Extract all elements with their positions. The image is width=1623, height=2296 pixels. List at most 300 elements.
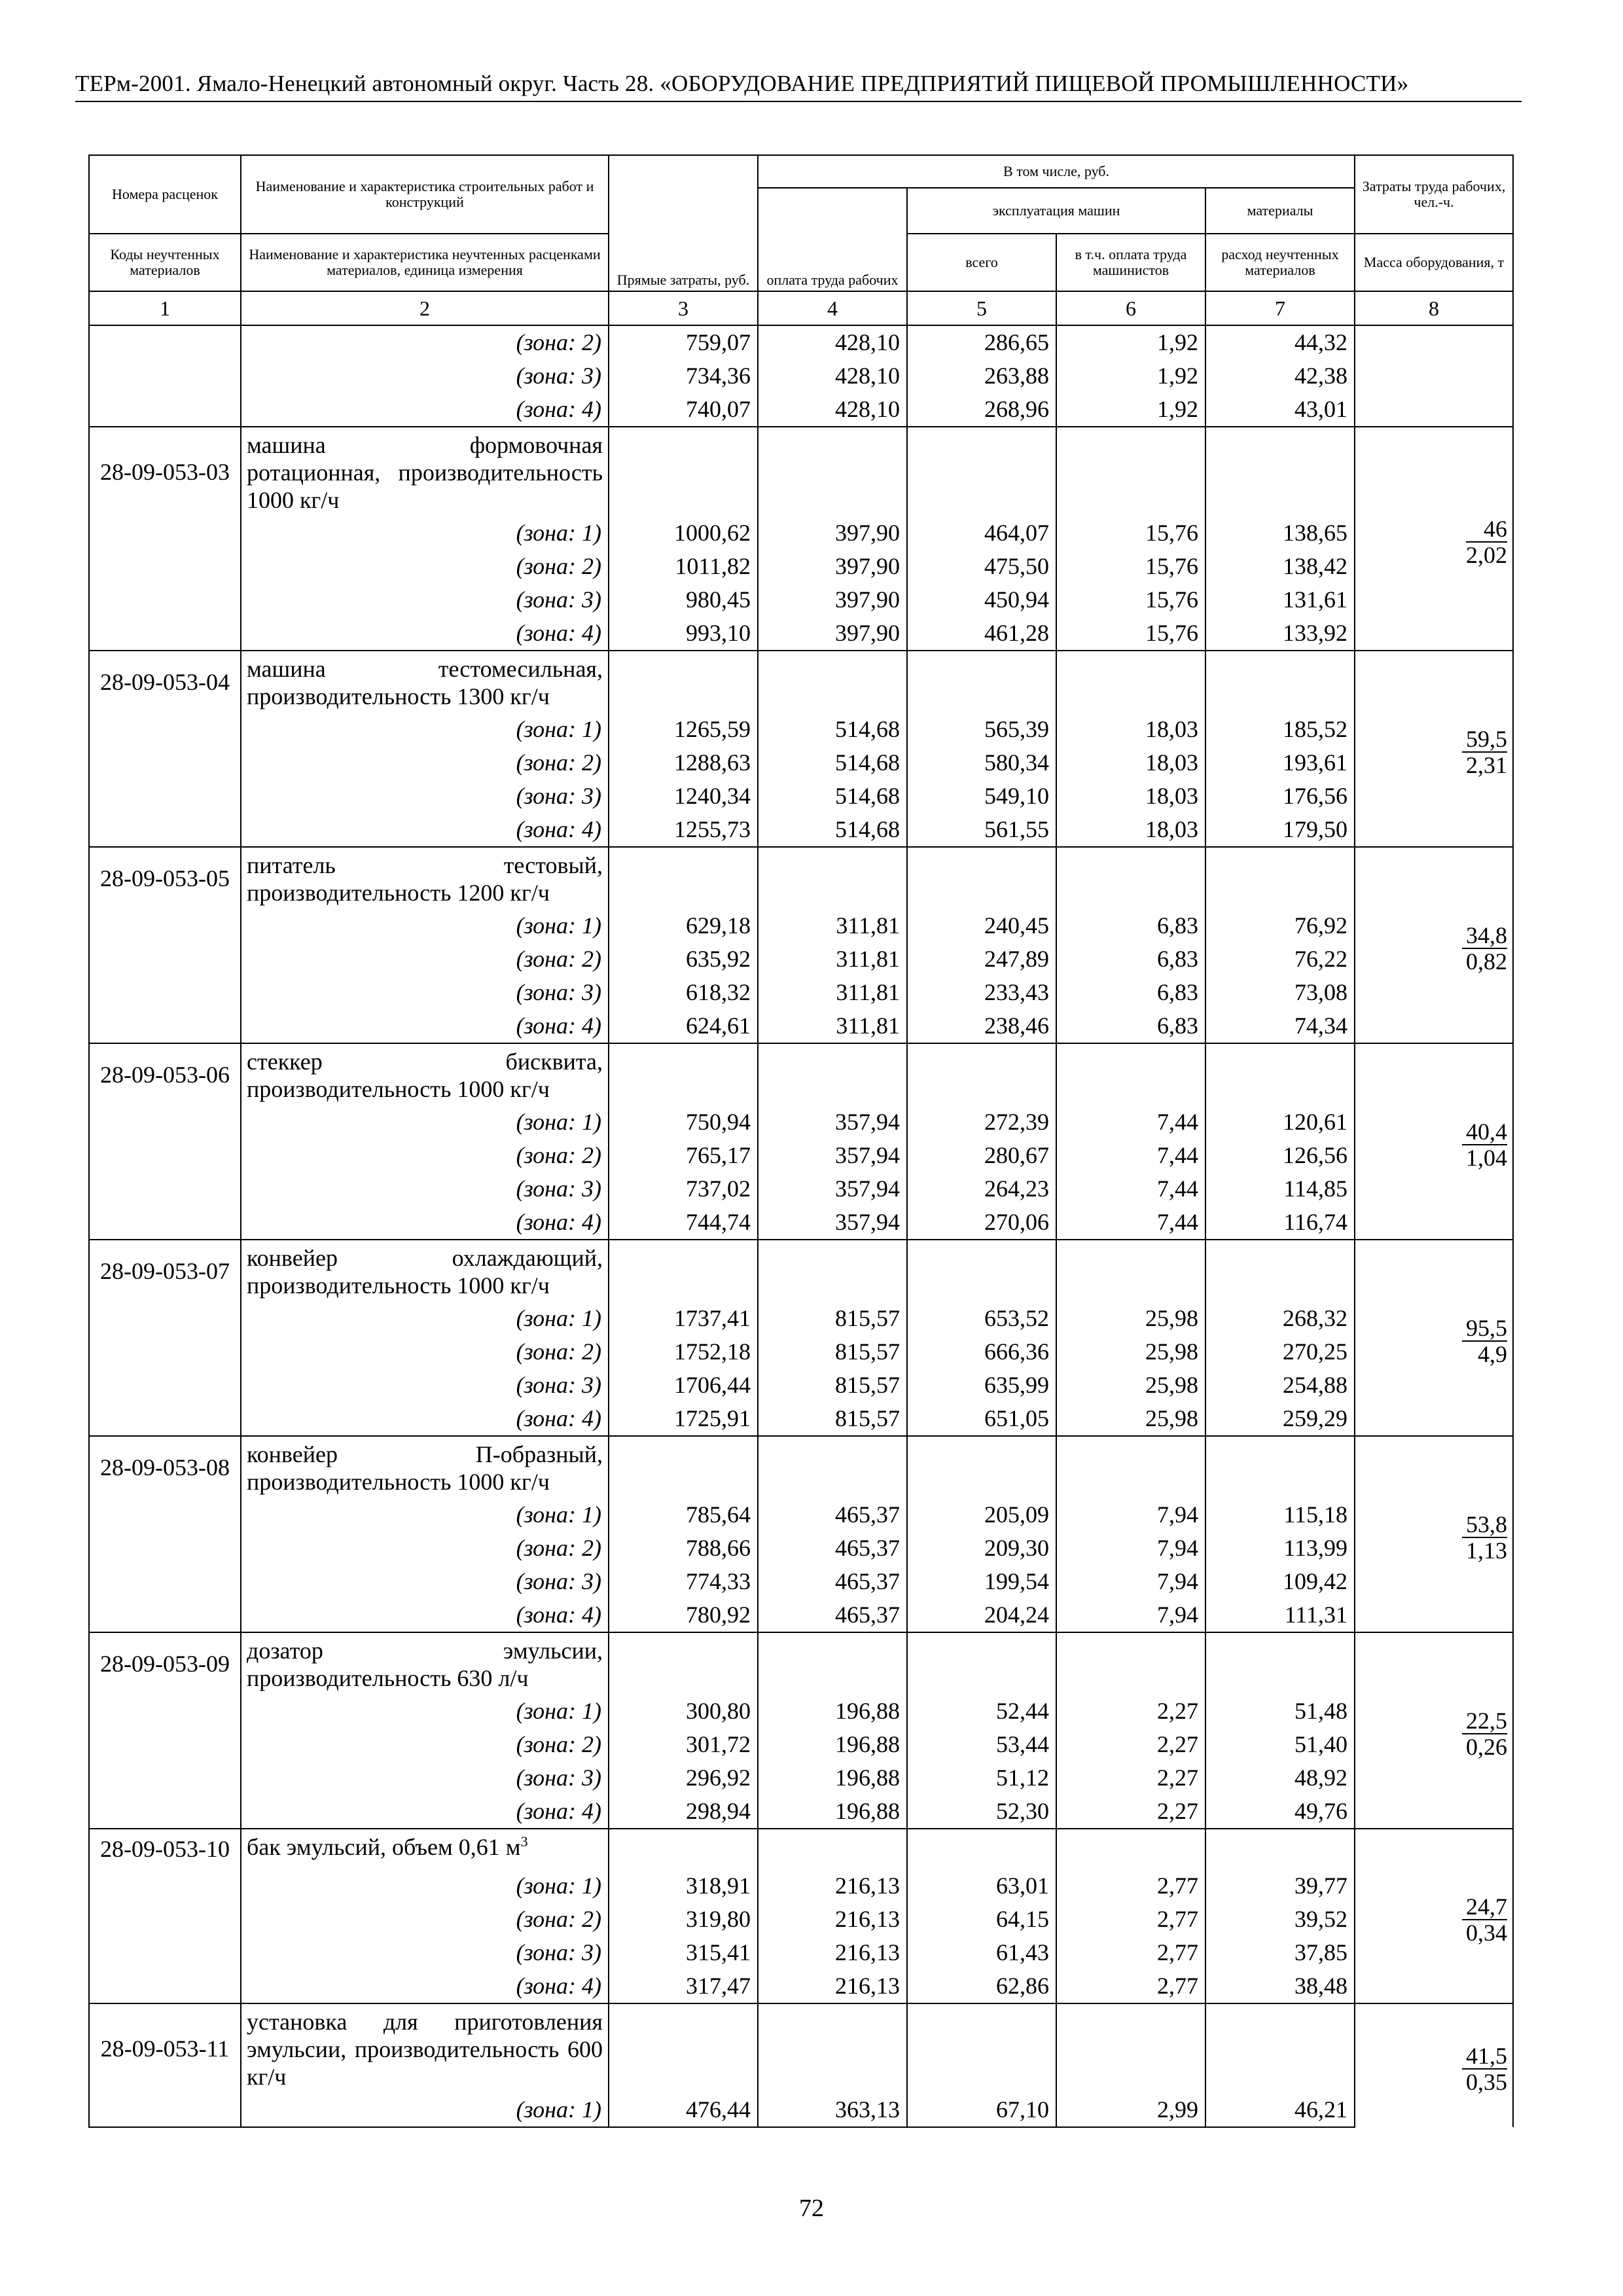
empty-cell [609,1240,758,1302]
col2-header-top: Наименование и характеристика строительных работ и конструкций [241,155,609,234]
column-number: 8 [1355,291,1513,325]
zone-label: (зона: 2) [241,1335,609,1369]
labor-pay: 465,37 [758,1565,907,1598]
materials-use-header: расход неучтенных материалов [1205,234,1355,291]
machines-total: 233,43 [907,976,1056,1009]
zone-label: (зона: 4) [241,813,609,847]
empty-cell [89,1369,241,1402]
materials-use: 270,25 [1205,1335,1355,1369]
empty-cell [89,1139,241,1172]
zone-row [89,1869,1513,1903]
empty-cell [758,847,907,909]
rate-name-text: установка для приготовления эмульсии, производительность 600 кг/ч [247,2009,603,2090]
table-header [89,155,1513,325]
direct-cost: 980,45 [609,583,758,617]
column-number: 7 [1205,291,1355,325]
labor-pay: 311,81 [758,1009,907,1043]
direct-cost: 298,94 [609,1795,758,1829]
empty-cell [89,1903,241,1936]
labor-cost: 95,5 [1462,1316,1507,1342]
zone-label: (зона: 2) [241,1903,609,1936]
zone-row [89,550,1513,583]
rate-name [241,847,609,909]
empty-cell [1205,847,1355,909]
labor-pay: 363,13 [758,2093,907,2127]
direct-cost: 1706,44 [609,1369,758,1402]
direct-cost: 744,74 [609,1206,758,1240]
labor-cost: 22,5 [1462,1708,1507,1734]
rate-item-row [89,1632,1513,1695]
unit-superscript: 3 [520,1833,528,1850]
machines-total: 475,50 [907,550,1056,583]
empty-cell [89,1498,241,1532]
machines-labor: 18,03 [1056,746,1205,780]
zone-label: (зона: 1) [241,1498,609,1532]
machines-total: 240,45 [907,909,1056,942]
direct-cost: 774,33 [609,1565,758,1598]
materials-header: материалы [1205,188,1355,234]
direct-cost: 476,44 [609,2093,758,2127]
materials-use: 179,50 [1205,813,1355,847]
zone-row [89,2093,1513,2127]
machines-labor: 15,76 [1056,550,1205,583]
direct-cost: 1000,62 [609,516,758,550]
rate-name-text: конвейер охлаждающий, производительность 1000 кг/ч [247,1245,603,1299]
rate-name [241,1436,609,1498]
zone-row [89,1302,1513,1335]
machines-total: 67,10 [907,2093,1056,2127]
zone-label: (зона: 1) [241,2093,609,2127]
zone-label: (зона: 4) [241,1402,609,1436]
zone-label: (зона: 2) [241,1728,609,1761]
machines-labor: 2,77 [1056,1936,1205,1969]
zone-row [89,942,1513,976]
materials-use: 76,22 [1205,942,1355,976]
machines-labor: 15,76 [1056,583,1205,617]
machines-total: 651,05 [907,1402,1056,1436]
labor-mass-fraction [1462,1708,1507,1759]
materials-use: 42,38 [1205,359,1355,393]
zone-label: (зона: 1) [241,909,609,942]
machines-labor-header: в т.ч. оплата труда машинистов [1056,234,1205,291]
zone-row [89,1903,1513,1936]
rate-name-text: бак эмульсий, объем 0,61 м [247,1834,521,1860]
machines-labor: 18,03 [1056,813,1205,847]
zone-row [89,1335,1513,1369]
empty-cell [89,813,241,847]
empty-cell [89,1009,241,1043]
empty-cell [609,1436,758,1498]
materials-use: 48,92 [1205,1761,1355,1795]
machines-total: 280,67 [907,1139,1056,1172]
zone-label: (зона: 3) [241,1761,609,1795]
direct-cost: 765,17 [609,1139,758,1172]
labor-pay: 428,10 [758,325,907,359]
zone-row [89,516,1513,550]
empty-cell [907,427,1056,516]
machines-total: 268,96 [907,393,1056,427]
empty-cell [89,713,241,746]
zone-label: (зона: 1) [241,1302,609,1335]
rate-code: 28-09-053-05 [89,847,241,909]
labor-pay: 216,13 [758,1936,907,1969]
zone-row [89,1009,1513,1043]
machines-total: 64,15 [907,1903,1056,1936]
direct-cost: 734,36 [609,359,758,393]
materials-use: 51,40 [1205,1728,1355,1761]
included-header: В том числе, руб. [758,155,1355,188]
materials-use: 37,85 [1205,1936,1355,1969]
empty-cell [1205,1240,1355,1302]
empty-cell [89,516,241,550]
machines-total: 565,39 [907,713,1056,746]
labor-pay: 815,57 [758,1335,907,1369]
empty-cell [1205,1043,1355,1105]
empty-cell [907,847,1056,909]
machines-labor: 2,27 [1056,1728,1205,1761]
zone-row [89,1728,1513,1761]
empty-cell [1056,651,1205,713]
rate-code: 28-09-053-04 [89,651,241,713]
machines-total: 63,01 [907,1869,1056,1903]
column-number: 2 [241,291,609,325]
materials-use: 131,61 [1205,583,1355,617]
labor-pay: 815,57 [758,1369,907,1402]
machines-total: 52,44 [907,1695,1056,1728]
zone-label: (зона: 4) [241,1795,609,1829]
direct-cost: 1288,63 [609,746,758,780]
zone-row [89,1172,1513,1206]
labor-pay: 815,57 [758,1402,907,1436]
labor-mass-fraction [1462,1316,1507,1367]
machines-labor: 25,98 [1056,1369,1205,1402]
empty-cell [89,780,241,813]
empty-cell [1205,2003,1355,2093]
zone-label: (зона: 2) [241,325,609,359]
labor-cost: 53,8 [1462,1512,1507,1538]
empty-cell [89,1532,241,1565]
zone-row [89,713,1513,746]
direct-cost: 318,91 [609,1869,758,1903]
direct-cost: 759,07 [609,325,758,359]
zone-row [89,1402,1513,1436]
machines-total: 51,12 [907,1761,1056,1795]
empty-cell [89,1302,241,1335]
direct-cost: 740,07 [609,393,758,427]
machines-total-header: всего [907,234,1056,291]
zone-label: (зона: 4) [241,1009,609,1043]
materials-use: 185,52 [1205,713,1355,746]
empty-cell [89,550,241,583]
zone-row [89,359,1513,393]
zone-label: (зона: 1) [241,516,609,550]
machines-labor: 1,92 [1056,393,1205,427]
empty-cell [1205,1829,1355,1869]
machines-total: 561,55 [907,813,1056,847]
direct-cost: 618,32 [609,976,758,1009]
empty-cell [89,1795,241,1829]
empty-cell [89,1335,241,1369]
column-number: 3 [609,291,758,325]
zone-row [89,1969,1513,2003]
machines-total: 272,39 [907,1105,1056,1139]
rate-name-text: стеккер бисквита, производительность 1000 кг/ч [247,1049,603,1102]
zone-row [89,1936,1513,1969]
col1-header-bottom: Коды неучтенных материалов [89,234,241,291]
page-number: 72 [799,2195,824,2222]
rate-item-row [89,1043,1513,1105]
empty-cell [1056,847,1205,909]
materials-use: 49,76 [1205,1795,1355,1829]
direct-cost: 1737,41 [609,1302,758,1335]
materials-use: 176,56 [1205,780,1355,813]
machines-total: 653,52 [907,1302,1056,1335]
materials-use: 126,56 [1205,1139,1355,1172]
zone-label: (зона: 3) [241,583,609,617]
machines-total: 62,86 [907,1969,1056,2003]
materials-use: 116,74 [1205,1206,1355,1240]
machines-labor: 2,27 [1056,1761,1205,1795]
labor-mass-cell [1355,1829,1513,2003]
labor-pay: 465,37 [758,1498,907,1532]
labor-mass-cell [1355,325,1513,427]
labor-mass-cell [1355,651,1513,847]
labor-pay: 311,81 [758,942,907,976]
direct-cost: 1011,82 [609,550,758,583]
labor-cost: 34,8 [1462,923,1507,949]
direct-cost: 624,61 [609,1009,758,1043]
machines-total: 199,54 [907,1565,1056,1598]
equipment-mass: 4,9 [1478,1341,1508,1367]
empty-cell [1056,2003,1205,2093]
direct-cost: 1240,34 [609,780,758,813]
labor-pay: 514,68 [758,746,907,780]
rate-name-text: машина формовочная ротационная, производительность 1000 кг/ч [247,432,603,513]
rate-item-row [89,1436,1513,1498]
labor-pay: 465,37 [758,1532,907,1565]
equipment-mass: 0,35 [1466,2069,1508,2095]
empty-cell [89,942,241,976]
machines-labor: 18,03 [1056,713,1205,746]
machines-labor: 2,77 [1056,1969,1205,2003]
labor-cost: 40,4 [1462,1119,1507,1145]
materials-use: 73,08 [1205,976,1355,1009]
empty-cell [758,1043,907,1105]
materials-use: 113,99 [1205,1532,1355,1565]
machines-total: 263,88 [907,359,1056,393]
machines-total: 204,24 [907,1598,1056,1632]
zone-row [89,1105,1513,1139]
col2-header-bottom: Наименование и характеристика неучтенных расценками материалов, единица измерения [241,234,609,291]
direct-cost: 785,64 [609,1498,758,1532]
labor-pay: 428,10 [758,393,907,427]
machines-labor: 7,94 [1056,1532,1205,1565]
machines-labor: 7,44 [1056,1172,1205,1206]
labor-mass-fraction [1462,923,1507,974]
empty-cell [89,1402,241,1436]
machines-total: 238,46 [907,1009,1056,1043]
price-table [88,154,1514,2128]
empty-cell [1205,1632,1355,1695]
zone-label: (зона: 3) [241,780,609,813]
labor-pay: 397,90 [758,516,907,550]
zone-row [89,976,1513,1009]
machines-total: 52,30 [907,1795,1056,1829]
machines-labor: 6,83 [1056,942,1205,976]
machines-labor: 18,03 [1056,780,1205,813]
machines-total: 461,28 [907,617,1056,651]
materials-use: 44,32 [1205,325,1355,359]
direct-cost: 635,92 [609,942,758,976]
machines-total: 450,94 [907,583,1056,617]
materials-use: 111,31 [1205,1598,1355,1632]
machines-labor: 7,94 [1056,1565,1205,1598]
zone-label: (зона: 2) [241,1532,609,1565]
rate-name [241,1829,609,1869]
labor-pay: 397,90 [758,583,907,617]
col3-header: Прямые затраты, руб. [609,155,758,291]
column-numbers-row [89,291,1513,325]
equipment-mass: 1,04 [1466,1145,1508,1171]
direct-cost: 993,10 [609,617,758,651]
col8-header-bottom: Масса оборудования, т [1355,234,1513,291]
machines-labor: 7,44 [1056,1105,1205,1139]
materials-use: 133,92 [1205,617,1355,651]
empty-cell [609,427,758,516]
machines-total: 286,65 [907,325,1056,359]
zone-row [89,780,1513,813]
labor-pay: 216,13 [758,1903,907,1936]
direct-cost: 317,47 [609,1969,758,2003]
machines-total: 464,07 [907,516,1056,550]
empty-cell [907,1436,1056,1498]
labor-mass-fraction [1466,516,1507,567]
zone-label: (зона: 2) [241,550,609,583]
zone-row [89,583,1513,617]
labor-pay: 216,13 [758,1869,907,1903]
rate-name [241,651,609,713]
materials-use: 39,77 [1205,1869,1355,1903]
materials-use: 43,01 [1205,393,1355,427]
labor-pay-header: оплата труда рабочих [758,188,907,291]
labor-cost: 24,7 [1462,1894,1507,1920]
machines-labor: 2,77 [1056,1903,1205,1936]
rate-item-row [89,847,1513,909]
labor-mass-cell [1355,1043,1513,1240]
rate-code: 28-09-053-08 [89,1436,241,1498]
equipment-mass: 1,13 [1466,1537,1508,1564]
empty-cell [1056,427,1205,516]
labor-pay: 196,88 [758,1695,907,1728]
zone-label: (зона: 4) [241,1969,609,2003]
rate-code: 28-09-053-07 [89,1240,241,1302]
direct-cost: 750,94 [609,1105,758,1139]
rate-item-row [89,2003,1513,2093]
machines-labor: 2,99 [1056,2093,1205,2127]
materials-use: 38,48 [1205,1969,1355,2003]
direct-cost: 319,80 [609,1903,758,1936]
rate-code: 28-09-053-10 [89,1829,241,1869]
zone-row [89,393,1513,427]
empty-cell [609,651,758,713]
rate-item-row [89,1829,1513,1869]
materials-use: 51,48 [1205,1695,1355,1728]
zone-row [89,325,1513,359]
zone-label: (зона: 4) [241,617,609,651]
empty-cell [89,1728,241,1761]
zone-label: (зона: 3) [241,976,609,1009]
empty-cell [907,1240,1056,1302]
materials-use: 39,52 [1205,1903,1355,1936]
materials-use: 138,42 [1205,550,1355,583]
zone-label: (зона: 2) [241,942,609,976]
empty-cell [1205,1436,1355,1498]
labor-pay: 311,81 [758,976,907,1009]
rate-item-row [89,1240,1513,1302]
rate-name [241,1632,609,1695]
labor-pay: 428,10 [758,359,907,393]
zone-row [89,1532,1513,1565]
labor-pay: 397,90 [758,550,907,583]
direct-cost: 296,92 [609,1761,758,1795]
machines-total: 549,10 [907,780,1056,813]
empty-cell [89,1869,241,1903]
empty-cell [89,617,241,651]
zone-row [89,1565,1513,1598]
code-cell [89,325,241,427]
rate-code: 28-09-053-11 [89,2003,241,2093]
materials-use: 193,61 [1205,746,1355,780]
empty-cell [89,1598,241,1632]
zone-label: (зона: 3) [241,1565,609,1598]
empty-cell [758,2003,907,2093]
equipment-mass: 0,26 [1466,1734,1508,1760]
labor-pay: 514,68 [758,713,907,746]
zone-label: (зона: 4) [241,393,609,427]
empty-cell [907,1632,1056,1695]
materials-use: 76,92 [1205,909,1355,942]
labor-pay: 357,94 [758,1105,907,1139]
labor-mass-fraction [1462,1512,1507,1563]
machines-labor: 2,27 [1056,1795,1205,1829]
zone-label: (зона: 3) [241,1936,609,1969]
machines-labor: 25,98 [1056,1402,1205,1436]
direct-cost: 780,92 [609,1598,758,1632]
empty-cell [89,583,241,617]
empty-cell [609,2003,758,2093]
rate-code: 28-09-053-06 [89,1043,241,1105]
machines-header: эксплуатация машин [907,188,1205,234]
materials-use: 74,34 [1205,1009,1355,1043]
zone-label: (зона: 2) [241,1139,609,1172]
machines-total: 53,44 [907,1728,1056,1761]
zone-label: (зона: 1) [241,1869,609,1903]
materials-use: 115,18 [1205,1498,1355,1532]
empty-cell [89,1565,241,1598]
labor-pay: 357,94 [758,1139,907,1172]
direct-cost: 788,66 [609,1532,758,1565]
empty-cell [89,909,241,942]
machines-labor: 1,92 [1056,325,1205,359]
machines-labor: 25,98 [1056,1335,1205,1369]
rate-name-text: дозатор эмульсии, производительность 630 л/ч [247,1638,603,1691]
machines-total: 61,43 [907,1936,1056,1969]
empty-cell [89,1206,241,1240]
empty-cell [89,1761,241,1795]
zone-row [89,1369,1513,1402]
empty-cell [1056,1632,1205,1695]
empty-cell [758,651,907,713]
